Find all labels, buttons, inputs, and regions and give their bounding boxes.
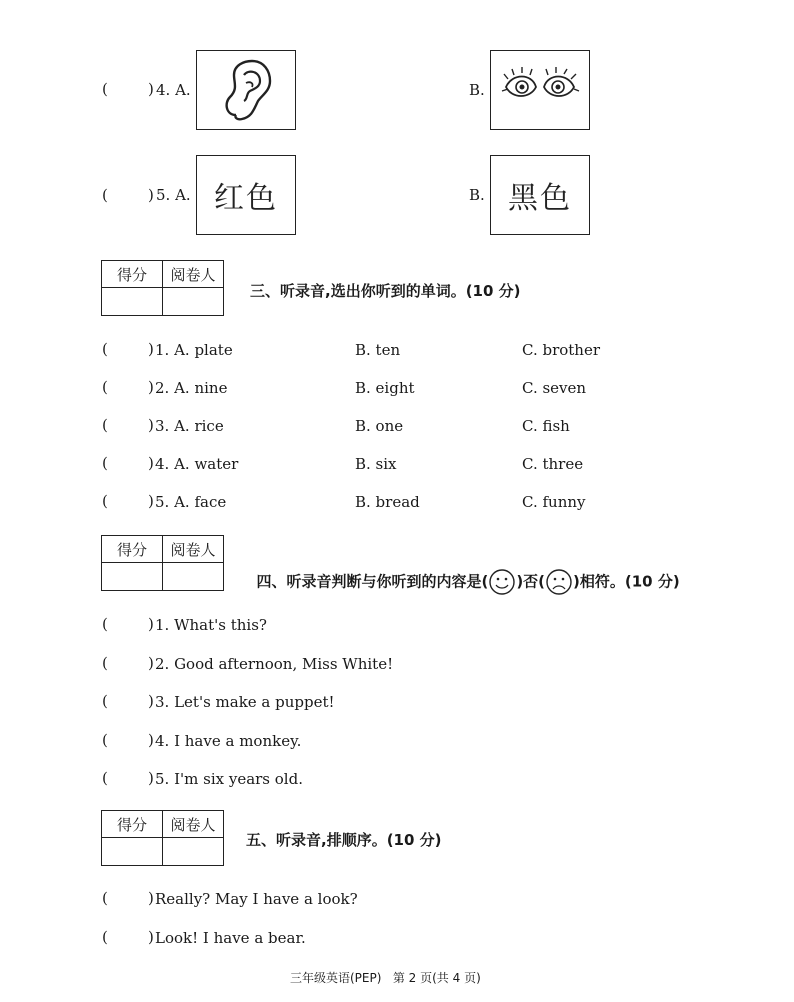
score-cell[interactable] bbox=[102, 838, 163, 866]
option-a-text: 4. A. water bbox=[155, 455, 239, 473]
sentence-text: Really? May I have a look? bbox=[155, 890, 358, 908]
answer-paren-open: ( bbox=[102, 186, 108, 204]
statement-text: 3. Let's make a puppet! bbox=[155, 693, 335, 711]
answer-paren-close: ) bbox=[148, 340, 154, 358]
option-a-picture bbox=[196, 50, 296, 130]
option-c-text: C. funny bbox=[522, 493, 586, 511]
answer-paren-close: ) bbox=[148, 730, 154, 749]
answer-paren-close: ) bbox=[148, 692, 154, 710]
answer-paren-close: ) bbox=[148, 492, 154, 510]
grader-cell[interactable] bbox=[163, 838, 224, 866]
statement-text: 5. I'm six years old. bbox=[155, 770, 303, 788]
statement-text: 2. Good afternoon, Miss White! bbox=[155, 654, 394, 673]
score-table bbox=[101, 535, 224, 591]
grader-label: 阅卷人 bbox=[163, 261, 224, 288]
answer-paren-open[interactable]: ( bbox=[102, 730, 108, 749]
question-label: 5. A. bbox=[156, 186, 191, 204]
option-a-text: 2. A. nine bbox=[155, 379, 228, 397]
option-b-box bbox=[490, 155, 590, 235]
section-3-title: 三、听录音,选出你听到的单词。(10 分) bbox=[250, 282, 521, 300]
answer-paren-close: ) bbox=[148, 378, 154, 396]
section-4-title bbox=[246, 550, 680, 596]
ear-icon bbox=[216, 57, 276, 123]
answer-paren-close: ) bbox=[148, 615, 154, 633]
smiley-face-icon bbox=[488, 568, 516, 596]
option-a-text: 1. A. plate bbox=[155, 341, 233, 359]
option-b-text: 黑色 bbox=[508, 181, 572, 216]
answer-paren-open[interactable]: ( bbox=[102, 416, 108, 434]
grader-label: 阅卷人 bbox=[163, 536, 224, 563]
question-label: 4. A. bbox=[156, 81, 191, 99]
answer-paren-close: ) bbox=[148, 186, 154, 204]
answer-paren-close: ) bbox=[148, 927, 154, 946]
answer-paren-open[interactable]: ( bbox=[102, 889, 108, 907]
score-cell[interactable] bbox=[102, 563, 163, 591]
option-b-text: B. bread bbox=[355, 493, 420, 511]
answer-paren-open[interactable]: ( bbox=[102, 769, 108, 787]
score-table bbox=[101, 260, 224, 316]
answer-paren-open[interactable]: ( bbox=[102, 653, 108, 672]
answer-paren-close: ) bbox=[148, 653, 154, 672]
answer-paren-open[interactable]: ( bbox=[102, 454, 108, 472]
sad-face-icon bbox=[545, 568, 573, 596]
option-a-text: 5. A. face bbox=[155, 493, 227, 511]
section-4-title-part-c: )相符。(10 分) bbox=[573, 572, 680, 591]
answer-paren-open[interactable]: ( bbox=[102, 927, 108, 946]
answer-paren-open: ( bbox=[102, 80, 108, 98]
statement-text: 4. I have a monkey. bbox=[155, 731, 302, 750]
answer-paren-open[interactable]: ( bbox=[102, 340, 108, 358]
option-b-label: B. bbox=[469, 186, 485, 204]
sentence-text: Look! I have a bear. bbox=[155, 928, 306, 947]
answer-paren-close: ) bbox=[148, 80, 154, 98]
grader-cell[interactable] bbox=[163, 288, 224, 316]
score-label: 得分 bbox=[102, 536, 163, 563]
section-4-title-part-a: 四、听录音判断与你听到的内容是( bbox=[256, 572, 489, 591]
answer-paren-close: ) bbox=[148, 454, 154, 472]
section-4-title-part-b: )否( bbox=[516, 572, 546, 591]
option-c-text: C. brother bbox=[522, 341, 601, 359]
option-a-text: 红色 bbox=[214, 181, 278, 216]
option-c-text: C. three bbox=[522, 455, 584, 473]
page-footer: 三年级英语(PEP) 第 2 页(共 4 页) bbox=[290, 971, 481, 985]
option-b-text: B. ten bbox=[355, 341, 401, 359]
answer-paren-open[interactable]: ( bbox=[102, 492, 108, 510]
answer-paren-close: ) bbox=[148, 889, 154, 907]
grader-label: 阅卷人 bbox=[163, 811, 224, 838]
option-b-text: B. six bbox=[355, 455, 397, 473]
score-cell[interactable] bbox=[102, 288, 163, 316]
answer-paren-close: ) bbox=[148, 769, 154, 787]
option-a-box bbox=[196, 155, 296, 235]
answer-paren-close: ) bbox=[148, 416, 154, 434]
answer-paren-open[interactable]: ( bbox=[102, 615, 108, 633]
option-b-picture bbox=[490, 50, 590, 130]
eyes-icon bbox=[500, 65, 580, 115]
option-b-text: B. eight bbox=[355, 379, 415, 397]
score-label: 得分 bbox=[102, 261, 163, 288]
score-table bbox=[101, 810, 224, 866]
answer-paren-open[interactable]: ( bbox=[102, 692, 108, 710]
score-label: 得分 bbox=[102, 811, 163, 838]
answer-paren-open[interactable]: ( bbox=[102, 378, 108, 396]
option-a-text: 3. A. rice bbox=[155, 417, 224, 435]
grader-cell[interactable] bbox=[163, 563, 224, 591]
section-5-title: 五、听录音,排顺序。(10 分) bbox=[246, 831, 442, 849]
option-c-text: C. fish bbox=[522, 417, 570, 435]
option-b-label: B. bbox=[469, 81, 485, 99]
statement-text: 1. What's this? bbox=[155, 616, 267, 634]
option-c-text: C. seven bbox=[522, 379, 587, 397]
option-b-text: B. one bbox=[355, 417, 404, 435]
